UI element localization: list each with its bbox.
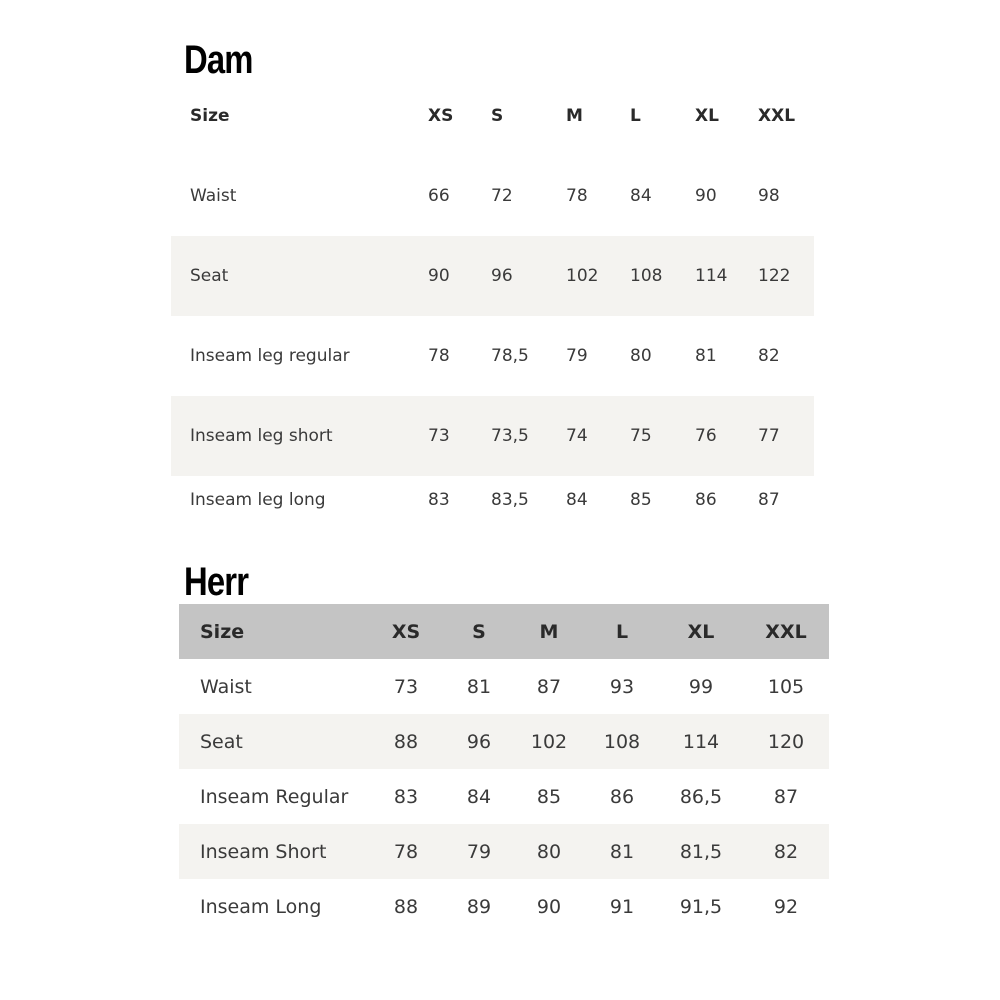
table-cell: 120 [767,730,805,753]
table-cell: 98 [758,186,780,206]
header-cell: XS [428,106,454,126]
table-cell: 73,5 [491,426,529,446]
row-label: Inseam Short [200,840,327,863]
herr-size-table [179,604,829,934]
table-cell: 77 [758,426,780,446]
table-cell: 78 [393,840,419,863]
table-cell: 66 [428,186,450,206]
table-cell: 88 [393,895,419,918]
header-cell: XL [695,106,719,126]
table-cell: 73 [393,675,419,698]
table-cell: 90 [695,186,717,206]
table-cell: 83,5 [491,490,529,510]
table-cell: 102 [530,730,568,753]
table-cell: 91 [609,895,635,918]
table-cell: 82 [773,840,799,863]
table-cell: 73 [428,426,450,446]
header-cell: XS [391,620,421,643]
table-cell: 85 [630,490,652,510]
header-cell: M [539,620,559,643]
dam-heading: Dam [184,38,253,82]
table-cell: 108 [630,266,663,286]
row-label: Waist [200,675,252,698]
table-cell: 81 [466,675,492,698]
table-cell: 84 [466,785,492,808]
table-row [179,769,829,824]
table-cell: 83 [428,490,450,510]
table-cell: 86,5 [679,785,723,808]
table-cell: 80 [536,840,562,863]
table-row [179,714,829,769]
row-label: Seat [200,730,243,753]
table-cell: 81,5 [679,840,723,863]
dam-size-table [171,76,814,528]
table-cell: 91,5 [679,895,723,918]
table-cell: 99 [688,675,714,698]
table-cell: 79 [566,346,588,366]
table-cell: 96 [491,266,513,286]
header-cell: L [615,620,629,643]
header-cell: Size [190,106,230,126]
table-cell: 92 [773,895,799,918]
row-label: Inseam Long [200,895,322,918]
table-cell: 93 [609,675,635,698]
header-cell: M [566,106,583,126]
row-label: Inseam leg regular [190,346,350,366]
table-row [171,396,814,476]
table-cell: 80 [630,346,652,366]
row-label: Inseam leg long [190,490,326,510]
header-cell: S [472,620,486,643]
table-cell: 86 [695,490,717,510]
table-cell: 86 [609,785,635,808]
header-cell: Size [200,620,245,643]
table-cell: 90 [536,895,562,918]
table-cell: 105 [767,675,805,698]
table-row [179,824,829,879]
herr-heading: Herr [184,560,249,604]
table-row [171,156,814,236]
table-cell: 82 [758,346,780,366]
row-label: Inseam Regular [200,785,349,808]
table-cell: 96 [466,730,492,753]
header-cell: L [630,106,641,126]
table-cell: 75 [630,426,652,446]
header-cell: XXL [758,106,796,126]
table-row [171,316,814,396]
table-cell: 122 [758,266,791,286]
row-label: Inseam leg short [190,426,333,446]
table-cell: 102 [566,266,599,286]
table-cell: 114 [682,730,720,753]
table-header-row [171,76,814,156]
table-cell: 89 [466,895,492,918]
table-row [171,236,814,316]
table-cell: 78 [428,346,450,366]
table-cell: 81 [609,840,635,863]
table-cell: 84 [566,490,588,510]
table-cell: 79 [466,840,492,863]
table-cell: 78 [566,186,588,206]
table-row [171,476,814,528]
table-cell: 108 [603,730,641,753]
table-cell: 78,5 [491,346,529,366]
table-cell: 87 [536,675,562,698]
table-cell: 81 [695,346,717,366]
table-cell: 72 [491,186,513,206]
table-cell: 87 [773,785,799,808]
header-cell: XXL [765,620,807,643]
table-header-row [179,604,829,659]
table-cell: 85 [536,785,562,808]
table-cell: 114 [695,266,728,286]
table-cell: 76 [695,426,717,446]
table-row [179,879,829,934]
header-cell: S [491,106,504,126]
table-cell: 88 [393,730,419,753]
table-row [179,659,829,714]
row-label: Waist [190,186,237,206]
table-cell: 83 [393,785,419,808]
table-cell: 90 [428,266,450,286]
table-cell: 87 [758,490,780,510]
table-cell: 74 [566,426,588,446]
table-cell: 84 [630,186,652,206]
row-label: Seat [190,266,229,286]
header-cell: XL [687,620,715,643]
